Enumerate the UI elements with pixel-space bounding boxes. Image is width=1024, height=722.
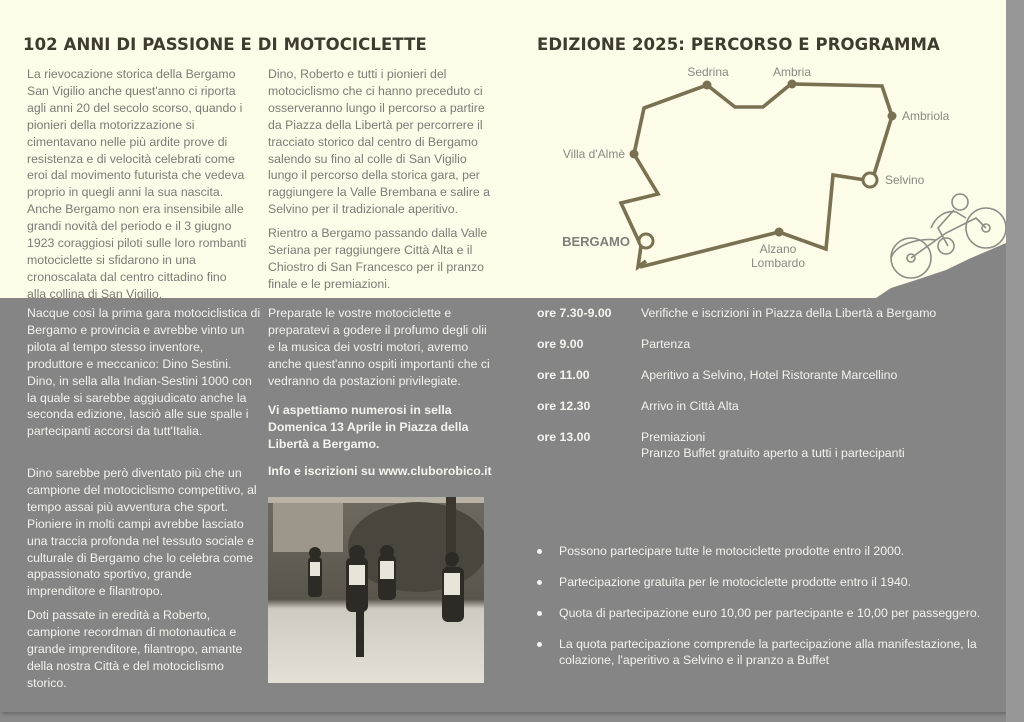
schedule-desc: Aperitivo a Selvino, Hotel Ristorante Marcellino (641, 368, 898, 382)
dino-paragraph: Dino sarebbe però diventato più che un campione del motociclismo competitivo, al tempo assai più avventura che sport. Pioniere in molti campi avrebbe lasciato una traccia profonda nel tessuto sociale e culturale di Bergamo che lo celebra come appassionato sportivo, grande imprenditore e filantropo. (27, 466, 257, 599)
right-heading: EDIZIONE 2025: PERCORSO E PROGRAMMA (537, 35, 940, 54)
invitation-paragraph: Preparate le vostre motociclette e preparatevi a godere il profumo degli olii e la musica dei vostri motori, avremo anche quest'anno ospiti importanti che ci vedranno da postazioni privilegiate. (268, 306, 490, 388)
route-paragraph: Dino, Roberto e tutti i pionieri del motociclismo che ci hanno preceduto ci osserveranno lungo il percorso a partire da Piazza della Libertà per percorrere il tracciato storico dal centro di Bergamo salendo su fino al colle di San Vigilio lungo il percorso della storica gara, per raggiungere la Valle Brembana e salire a Selvino per il tradizionale aperitivo. (268, 67, 490, 217)
label-ambria: Ambria (772, 65, 812, 79)
left-heading: 102 ANNI DI PASSIONE E DI MOTOCICLETTE (23, 35, 427, 54)
event-date-paragraph: Vi aspettiamo numerosi in sella Domenica 13 Aprile in Piazza della Libertà a Bergamo. (268, 403, 469, 451)
intro-paragraph: La rievocazione storica della Bergamo San Vigilio anche quest'anno ci riporta agli anni 20 del secolo scorso, quando i pionieri della motorizzazione si cimentavano nelle più ardite prove di resistenza e di velocità celebrati come eroi dal movimento futurista che vedeva proprio in quegli anni la sua nascita. Anche Bergamo non era insensibile alle grandi novità del periodo e il 3 giugno 1923 coraggiosi piloti sulle loro rombanti motociclette si sfidarono in una cronoscalata dal centro cittadino fino alla collina di San Vigilio. (27, 67, 247, 301)
stop-bergamo-ring (639, 234, 653, 248)
schedule-time: ore 11.00 (537, 368, 590, 382)
top-section (0, 0, 1006, 301)
label-alzano-1: Alzano (759, 242, 797, 256)
schedule-row (537, 429, 997, 461)
schedule-time: ore 7.30-9.00 (537, 306, 612, 320)
note-item (537, 574, 997, 590)
schedule-time: ore 13.00 (537, 430, 591, 444)
label-selvino: Selvino (885, 173, 925, 187)
bullet-icon (537, 549, 542, 554)
schedule-row (537, 398, 997, 414)
schedule-desc: Arrivo in Città Alta (641, 399, 739, 413)
roberto-paragraph: Doti passate in eredità a Roberto, campione recordman di motonautica e grande imprenditore, filantropo, amante della nostra Città e del motociclismo storico. (27, 608, 243, 690)
stop-selvino-ring (863, 173, 877, 187)
schedule-time: ore 12.30 (537, 399, 591, 413)
note-item (537, 543, 997, 559)
schedule-desc: Premiazioni (641, 430, 706, 444)
schedule-desc-secondary: Pranzo Buffet gratuito aperto a tutti i partecipanti (641, 446, 905, 460)
schedule-row (537, 336, 997, 352)
motorcycle-illustration (876, 188, 1006, 298)
label-bergamo: BERGAMO (562, 234, 630, 249)
label-alzano-2: Lombardo (750, 256, 806, 270)
label-sedrina: Sedrina (687, 65, 729, 79)
vintage-riders-photo (268, 497, 484, 683)
stop-alzano-dot (775, 228, 784, 237)
stop-ambria-dot (788, 80, 797, 89)
note-text: Partecipazione gratuita per le motociclette prodotte entro il 1940. (559, 575, 912, 589)
schedule-desc: Verifiche e iscrizioni in Piazza della Libertà a Bergamo (641, 306, 937, 320)
stop-sedrina-dot (703, 81, 712, 90)
note-item (537, 636, 989, 668)
stop-ambriola-dot (888, 112, 897, 121)
schedule-time: ore 9.00 (537, 337, 584, 351)
page-edge (1006, 0, 1024, 722)
return-paragraph: Rientro a Bergamo passando dalla Valle Seriana per raggiungere Città Alta e il Chiostro di San Francesco per il pranzo finale e le premiazioni. (268, 226, 488, 291)
label-ambriola: Ambriola (902, 109, 950, 123)
schedule-desc: Partenza (641, 337, 691, 351)
history-paragraph: Nacque così la prima gara motociclistica di Bergamo e provincia e avrebbe vinto un pilota al tempo stesso inventore, produttore e meccanico: Dino Sestini. Dino, in sella alla Indian-Sestini 1000 con la quale si sarebbe aggiudicato anche la seconda edizione, lasciò alle sue spalle i partecipanti accorsi da tutt'Italia. (27, 306, 261, 439)
bullet-icon (537, 611, 542, 616)
bullet-icon (537, 580, 542, 585)
program-schedule (537, 305, 997, 476)
note-text: Possono partecipare tutte le motociclette prodotte entro il 2000. (559, 544, 905, 558)
bullet-icon (537, 642, 542, 647)
label-villa: Villa d'Almè (562, 147, 625, 161)
note-item (537, 605, 997, 621)
note-text: La quota partecipazione comprende la partecipazione alla manifestazione, la colazione, l'aperitivo a Selvino e il pranzo a Buffet (559, 637, 977, 667)
participation-notes (537, 543, 997, 683)
schedule-row (537, 367, 997, 383)
rider-helmet-icon (952, 194, 968, 210)
route-line (621, 84, 892, 267)
info-link[interactable]: Info e iscrizioni su www.cluborobico.it (268, 464, 492, 478)
note-text: Quota di partecipazione euro 10,00 per partecipante e 10,00 per passeggero. (559, 606, 981, 620)
stop-villa-dot (630, 150, 639, 159)
schedule-row (537, 305, 997, 321)
